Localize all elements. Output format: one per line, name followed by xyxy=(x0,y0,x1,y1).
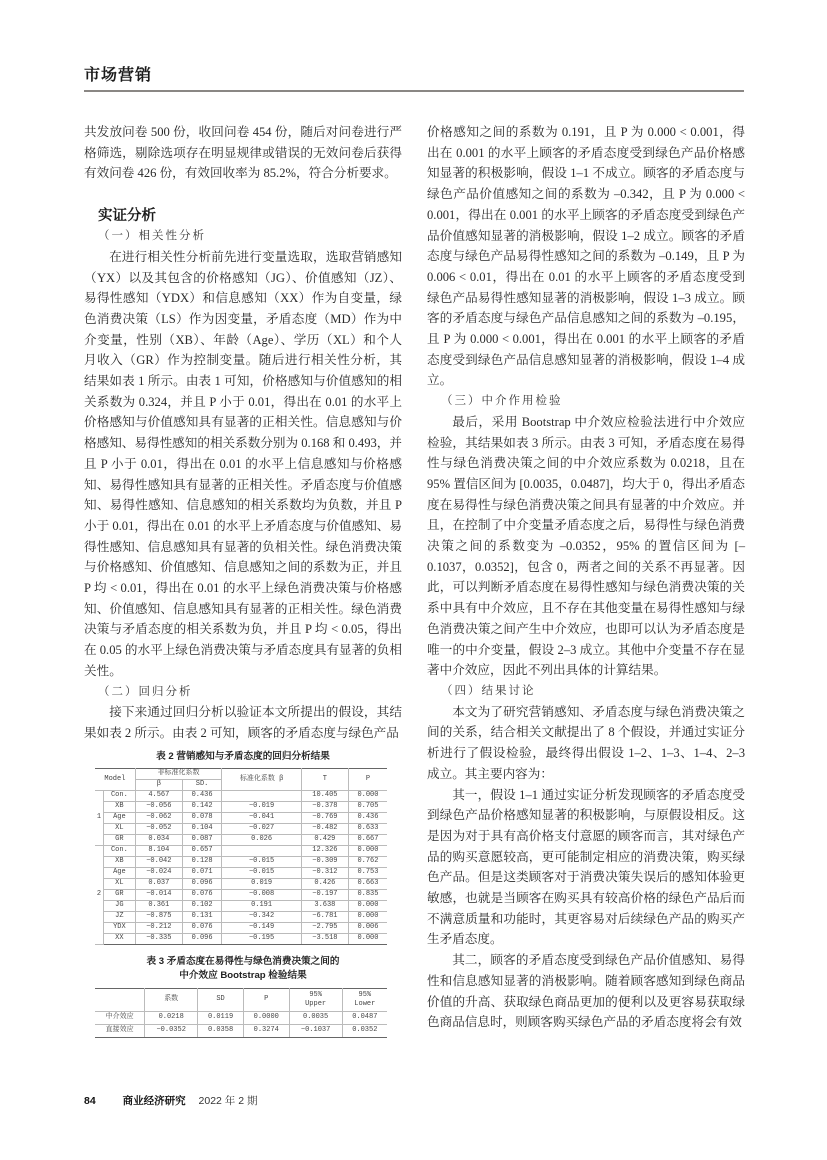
table-cell: −0.0352 xyxy=(145,1024,198,1037)
table-cell: Con. xyxy=(103,845,135,856)
table-cell: −0.212 xyxy=(135,922,182,933)
table-cell: −0.015 xyxy=(222,856,302,867)
table-cell: 0.436 xyxy=(348,812,387,823)
table-cell: 0.835 xyxy=(348,889,387,900)
table-cell: 0.034 xyxy=(135,834,182,845)
table-cell: XB xyxy=(103,801,135,812)
table-row xyxy=(95,1011,387,1024)
table-cell: −0.335 xyxy=(135,933,182,944)
table-cell: 4.567 xyxy=(135,790,182,801)
table-cell: 0.096 xyxy=(182,878,221,889)
table-cell: −0.027 xyxy=(222,823,302,834)
table-cell: 0.0487 xyxy=(342,1011,387,1024)
table-cell xyxy=(222,790,302,801)
table-cell: −0.008 xyxy=(222,889,302,900)
paragraph: 其二，顾客的矛盾态度受到绿色产品价值感知、易得性和信息感知显著的消极影响。随着顾客感知到绿色商品价值的升高、获取绿色商品更加的便利以及更容易获取绿色商品信息时，则顾客购买绿色产品的矛盾态度将会有效 xyxy=(427,953,745,1030)
col-header-std: 标准化系数 β xyxy=(222,768,302,790)
col-header-t: T xyxy=(301,768,348,790)
paragraph: 价格感知之间的系数为 0.191，且 P 为 0.000 < 0.001，得出在 0.001 的水平上顾客的矛盾态度受到绿色产品价格感知显著的积极影响，假设 1–1 不成立。顾客的矛盾态度与绿色产品价值感知之间的系数为 –0.342，且 P 为 0.000 < 0.001，得出在 0.001 的水平上顾客的矛盾态度受到绿色产品价值感知显著的消极影响，假设 1–2 成立。顾客的矛盾态度与绿色产品易得性感知之间的系数为 –0.149，且 P 为 0.006 < 0.01，得出在 0.01 的水平上顾客的矛盾态度受到绿色产品易得性感知显著的消极影响，假设 1–3 成立。顾客的矛盾态度与绿色产品信息感知之间的系数为 –0.195，且 P 为 0.000 < 0.001，得出在 0.001 的水平上顾客的矛盾态度受到绿色产品信息感知显著的消极影响，假设 1–4 成立。 xyxy=(427,125,745,388)
table-cell: 0.436 xyxy=(182,790,221,801)
paragraph: 接下来通过回归分析以验证本文所提出的假设，其结果如表 2 所示。由表 2 可知，顾客的矛盾态度与绿色产品 xyxy=(84,705,402,740)
table-cell: −0.1037 xyxy=(289,1024,342,1037)
table-row xyxy=(95,867,387,878)
table-cell: 0.3274 xyxy=(243,1024,289,1037)
subsection-heading: （四）结果讨论 xyxy=(441,684,536,697)
table-cell: 0.429 xyxy=(301,834,348,845)
col-header xyxy=(95,988,145,1011)
table-cell: Age xyxy=(103,812,135,823)
table-cell: −0.015 xyxy=(222,867,302,878)
table-cell: 0.000 xyxy=(348,900,387,911)
table-cell: −0.378 xyxy=(301,801,348,812)
table-cell: Age xyxy=(103,867,135,878)
table-cell: −0.195 xyxy=(222,933,302,944)
table-cell: YDX xyxy=(103,922,135,933)
page-footer xyxy=(84,1094,257,1108)
table-cell: −0.024 xyxy=(135,867,182,878)
table-cell: 0.000 xyxy=(348,911,387,922)
col-header-model: Model xyxy=(95,768,135,790)
table-cell: −0.014 xyxy=(135,889,182,900)
table-cell: 0.000 xyxy=(348,933,387,944)
right-column xyxy=(427,122,745,1033)
table-cell: 12.326 xyxy=(301,845,348,856)
table-cell: 0.000 xyxy=(348,790,387,801)
table-cell: 0.0119 xyxy=(198,1011,244,1024)
table-cell: JZ xyxy=(103,911,135,922)
table-row xyxy=(95,933,387,944)
table-cell: 0.142 xyxy=(182,801,221,812)
table-cell: −0.042 xyxy=(135,856,182,867)
subsection-heading: （二）回归分析 xyxy=(98,685,193,698)
col-header-beta: β xyxy=(135,779,182,790)
table-cell: 0.006 xyxy=(348,922,387,933)
regression-table xyxy=(95,768,387,945)
table-cell: −0.197 xyxy=(301,889,348,900)
paragraph: 在进行相关性分析前先进行变量选取，选取营销感知（YX）以及其包含的价格感知（JG）、价值感知（JZ）、易得性感知（YDX）和信息感知（XX）作为自变量，绿色消费决策（LS）作为因变量，矛盾态度（MD）作为中介变量，性别（XB）、年龄（Age）、学历（XL）和个人月收入（GR）作为控制变量。随后进行相关性分析，其结果如表 1 所示。由表 1 可知，价格感知与价值感知的相关系数为 0.324，并且 P 小于 0.01，得出在 0.01 的水平上价格感知与价值感知具有显著的正相关性。信息感知与价格感知、易得性感知的相关系数分别为 0.168 和 0.493，并且 P 小于 0.01，得出在 0.01 的水平上信息感知与价格感知、易得性感知具有显著的正相关性。矛盾态度与价值感知、易得性感知、信息感知的相关系数均为负数，并且 P 小于 0.01，得出在 0.01 的水平上矛盾态度与价值感知、易得性感知、信息感知具有显著的负相关性。绿色消费决策与价格感知、价值感知、信息感知之间的系数为正，并且 P 均 < 0.01，得出在 0.01 的水平上绿色消费决策与价格感知、价值感知、信息感知具有显著的正相关性。绿色消费决策与矛盾态度的相关系数为负，并且 P 均 < 0.05，得出在 0.05 的水平上绿色消费决策与矛盾态度具有显著的负相关性。 xyxy=(84,249,402,678)
col-header-unstd: 非标准化系数 xyxy=(135,768,221,779)
table-3-caption xyxy=(84,955,402,983)
paragraph: 共发放问卷 500 份，收回问卷 454 份，随后对问卷进行严格筛选，剔除选项存在明显规律或错误的无效问卷后获得有效问卷 426 份，有效回收率为 85.2%，符合分析要求。 xyxy=(84,125,402,181)
table-cell: −0.312 xyxy=(301,867,348,878)
table-cell: 0.037 xyxy=(135,878,182,889)
table-cell: GR xyxy=(103,889,135,900)
table-cell: 0.191 xyxy=(222,900,302,911)
row-label: 直接效应 xyxy=(95,1024,145,1037)
col-header: SD xyxy=(198,988,244,1011)
table-cell: 0.078 xyxy=(182,812,221,823)
table-row xyxy=(95,900,387,911)
table-row xyxy=(95,922,387,933)
col-header-p: P xyxy=(348,768,387,790)
table-row xyxy=(95,878,387,889)
left-column xyxy=(84,122,402,1038)
table-cell: −0.769 xyxy=(301,812,348,823)
col-header: P xyxy=(243,988,289,1011)
table-row xyxy=(95,856,387,867)
table-cell: 0.131 xyxy=(182,911,221,922)
table-cell: −0.309 xyxy=(301,856,348,867)
table-cell: 10.405 xyxy=(301,790,348,801)
paragraph: 其一，假设 1–1 通过实证分析发现顾客的矛盾态度受到绿色产品价格感知显著的积极影响，与原假设相反。这是因为对于具有高价格支付意愿的顾客而言，其对绿色产品的购买意愿较高，更可能制定相应的消费决策，购买绿色产品。但是这类顾客对于消费决策失误后的感知体验更敏感，也就是当顾客在购买具有较高价格的绿色产品后而不满意质量和功能时，其更容易对后续绿色产品的购买产生矛盾态度。 xyxy=(427,787,745,947)
table-cell: −0.056 xyxy=(135,801,182,812)
table-row xyxy=(95,823,387,834)
table-cell: −6.781 xyxy=(301,911,348,922)
table-cell: XB xyxy=(103,856,135,867)
table-cell: Con. xyxy=(103,790,135,801)
table-row xyxy=(95,812,387,823)
col-header: 系数 xyxy=(145,988,198,1011)
table-cell: 0.663 xyxy=(348,878,387,889)
table-cell: 0.0358 xyxy=(198,1024,244,1037)
table-cell: 8.104 xyxy=(135,845,182,856)
table-cell: 0.087 xyxy=(182,834,221,845)
subsection-heading: （一）相关性分析 xyxy=(98,230,206,243)
table-row xyxy=(95,790,387,801)
journal-name: 商业经济研究 xyxy=(122,1095,186,1107)
model-cell: 2 xyxy=(95,845,103,944)
table-cell: JG xyxy=(103,900,135,911)
table-cell: 0.0000 xyxy=(243,1011,289,1024)
table-cell: 0.104 xyxy=(182,823,221,834)
col-header-sd: SD. xyxy=(182,779,221,790)
paragraph: 最后，采用 Bootstrap 中介效应检验法进行中介效应检验，其结果如表 3 所示。由表 3 可知，矛盾态度在易得性与绿色消费决策之间的中介效应系数为 0.0218，且在 95% 置信区间为 [0.0035，0.0487]，均大于 0，得出矛盾态度在易得性与绿色消费决策之间具有显著的中介效应。并且，在控制了中介变量矛盾态度之后，易得性与绿色消费决策之间的系数变为 –0.0352，95% 的置信区间为 [–0.1037，0.0352]，包含 0，两者之间的关系不再显著。因此，可以判断矛盾态度在易得性感知与绿色消费决策的关系中具有中介效应，且不存在其他变量在易得性感知与绿色消费决策之间产生中介效应，也即可以认为矛盾态度是唯一的中介变量，假设 2–3 成立。其他中介变量不存在显著中介效应，因此不列出具体的计算结果。 xyxy=(427,414,745,678)
table-cell: 0.762 xyxy=(348,856,387,867)
table-cell: −0.482 xyxy=(301,823,348,834)
table-row xyxy=(95,845,387,856)
table-cell: 0.102 xyxy=(182,900,221,911)
header-divider xyxy=(84,90,744,92)
table-cell: −0.149 xyxy=(222,922,302,933)
table-cell: −0.875 xyxy=(135,911,182,922)
table-cell: 0.0035 xyxy=(289,1011,342,1024)
table-cell: 0.426 xyxy=(301,878,348,889)
table-cell: 0.633 xyxy=(348,823,387,834)
bootstrap-table xyxy=(95,988,387,1038)
table-cell: −0.342 xyxy=(222,911,302,922)
page-number: 84 xyxy=(84,1095,96,1107)
table-row xyxy=(95,801,387,812)
table-cell: 0.076 xyxy=(182,922,221,933)
table-cell: 0.705 xyxy=(348,801,387,812)
table-cell xyxy=(222,845,302,856)
table-3-caption-line: 中介效应 Bootstrap 检验结果 xyxy=(179,969,307,981)
table-cell: 0.753 xyxy=(348,867,387,878)
table-cell: 0.0352 xyxy=(342,1024,387,1037)
table-cell: XL xyxy=(103,823,135,834)
table-cell: −2.795 xyxy=(301,922,348,933)
table-cell: 0.657 xyxy=(182,845,221,856)
table-cell: −0.041 xyxy=(222,812,302,823)
subsection-heading: （三）中介作用检验 xyxy=(441,395,563,408)
table-cell: 0.071 xyxy=(182,867,221,878)
table-cell: XX xyxy=(103,933,135,944)
table-cell: −0.019 xyxy=(222,801,302,812)
model-cell: 1 xyxy=(95,790,103,845)
table-cell: 3.638 xyxy=(301,900,348,911)
table-row xyxy=(95,889,387,900)
table-cell: 0.128 xyxy=(182,856,221,867)
col-header: 95% Lower xyxy=(342,988,387,1011)
table-cell: −0.062 xyxy=(135,812,182,823)
table-cell: −0.052 xyxy=(135,823,182,834)
table-cell: 0.0218 xyxy=(145,1011,198,1024)
table-cell: 0.076 xyxy=(182,889,221,900)
table-cell: 0.096 xyxy=(182,933,221,944)
table-cell: XL xyxy=(103,878,135,889)
table-cell: GR xyxy=(103,834,135,845)
table-cell: 0.000 xyxy=(348,845,387,856)
row-label: 中介效应 xyxy=(95,1011,145,1024)
table-row xyxy=(95,1024,387,1037)
table-cell: 0.026 xyxy=(222,834,302,845)
table-3-caption-line: 表 3 矛盾态度在易得性与绿色消费决策之间的 xyxy=(146,955,340,967)
issue-label: 2022 年 2 期 xyxy=(198,1095,258,1107)
paragraph: 本文为了研究营销感知、矛盾态度与绿色消费决策之间的关系，结合相关文献提出了 8 个假设，并通过实证分析进行了假设检验，最终得出假设 1–2、1–3、1–4、2–3 成立。其主要内容为： xyxy=(427,704,745,781)
section-header: 市场营销 xyxy=(84,67,153,84)
table-cell: 0.667 xyxy=(348,834,387,845)
header-row xyxy=(95,988,387,1011)
table-row xyxy=(95,911,387,922)
table-row xyxy=(95,834,387,845)
section-heading: 实证分析 xyxy=(98,208,156,225)
table-cell: −3.518 xyxy=(301,933,348,944)
table-cell: 0.361 xyxy=(135,900,182,911)
table-cell: 0.019 xyxy=(222,878,302,889)
table-2-caption: 表 2 营销感知与矛盾态度的回归分析结果 xyxy=(156,750,330,762)
col-header: 95% Upper xyxy=(289,988,342,1011)
